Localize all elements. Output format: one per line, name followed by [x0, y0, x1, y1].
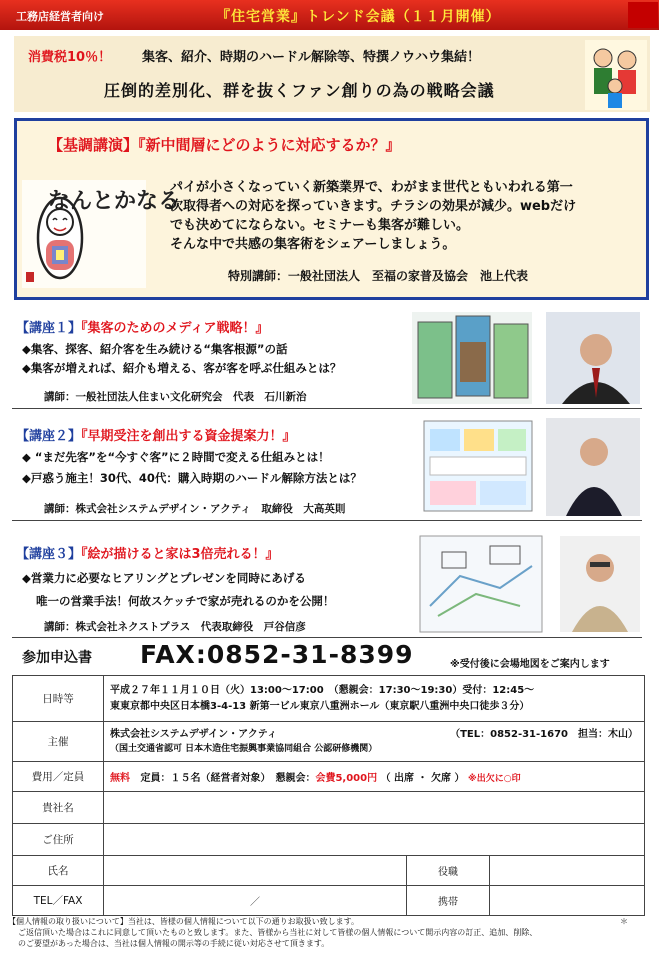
keynote-line: パイが小さくなっていく新築業界で、わがまま世代ともいわれる第一 — [170, 180, 573, 195]
privacy-footer: 【個人情報の取り扱いについて】当社は、皆様の個人情報について以下の通りお取扱い致します。 ＊ ご返信頂いた場合はこれに同意して頂いたものと致します。また、皆様から当社に対して皆様の個人情報について開示内容の訂正、追加、削除、 のご要望があった場合は、当社は個人情報の開示等の手続に従い対応させて頂きます。 — [8, 917, 628, 948]
keynote-line: でも決めてにならない。セミナーも集客が難しい。 — [170, 218, 470, 233]
host-label: 主催 — [13, 722, 104, 762]
lecture-3-lecturer: 講師：株式会社ネクストプラス 代表取締役 戸谷信彦 — [44, 621, 306, 633]
header-corner — [628, 2, 658, 28]
name-label: 氏名 — [13, 856, 104, 886]
mobile-field[interactable] — [490, 886, 645, 916]
calligraphy-text: なんとかなる — [47, 188, 181, 214]
host-cell: 株式会社システムデザイン・アクティ （TEL：0852-31-1670 担当：木山） （国土交通省認可 日本木造住宅振興事業協同組合 公認研修機関） — [104, 722, 645, 762]
company-label: 貴社名 — [13, 792, 104, 824]
fee-cell: 無料 定員：１５名（経営者対象） 懇親会：会費5,000円 （ 出席 ・ 欠席 ） ※出欠に○印 — [104, 762, 645, 792]
position-label: 役職 — [407, 856, 490, 886]
date-label: 日時等 — [13, 676, 104, 722]
keynote-title: 【基調講演】『新中間層にどのように対応するか？』 — [48, 136, 401, 154]
speaker-1-photo — [546, 312, 640, 404]
magazine-covers-image — [412, 312, 532, 404]
company-field[interactable] — [104, 792, 645, 824]
keynote-body — [170, 178, 630, 254]
lecture-2-bullet: ◆戸惑う施主！30代、40代：購入時期のハードル解除方法とは？ — [22, 471, 362, 485]
date-cell: 平成２７年１１月１０日（火）13:00～17:00 （懇親会：17:30～19:30）受付：12:45～ 東東京都中央区日本橋3-4-13 新第一ビル東京八重洲ホール（東京駅八重洲中央口徒歩３分） — [104, 676, 645, 722]
keynote-line: 次取得者への対応を探っていきます。チラシの効果が減少。webだけ — [170, 199, 577, 214]
tel-fax-label: TEL／FAX — [13, 886, 104, 916]
lecture-2-bullet: ◆ “まだ先客”を“今すぐ客”に２時間で変える仕組みとは！ — [22, 450, 330, 464]
mobile-label: 携帯 — [407, 886, 490, 916]
family-illustration — [585, 40, 647, 110]
fee-label: 費用／定員 — [13, 762, 104, 792]
lecture-1-bullet: ◆集客が増えれば、紹介も増える、客が客を呼ぶ仕組みとは？ — [22, 361, 342, 375]
lecture-1-lecturer: 講師：一般社団法人住まい文化研究会 代表 石川新治 — [44, 391, 307, 403]
lecture-3-bullet: ◆営業力に必要なヒアリングとプレゼンを同時にあげる — [22, 571, 306, 585]
divider — [12, 520, 642, 521]
address-label: ご住所 — [13, 824, 104, 856]
seminar-slide-image — [424, 421, 532, 511]
lecture-2-lecturer: 講師：株式会社システムデザイン・アクティ 取締役 大高英則 — [44, 503, 346, 515]
fax-note: ※受付後に会場地図をご案内します — [450, 659, 610, 670]
application-heading: 参加申込書 — [22, 650, 92, 666]
keynote-lecturer: 特別講師：一般社団法人 至福の家普及協会 池上代表 — [228, 269, 529, 283]
page-title: 『住宅営業』トレンド会議（１１月開催） — [216, 9, 501, 25]
position-field[interactable] — [490, 856, 645, 886]
tax-text: 消費税10％！ — [28, 50, 112, 65]
lecture-2-title: 【講座２】『早期受注を創出する資金提案力！』 — [16, 429, 296, 444]
lecture-1-title: 【講座１】『集客のためのメディア戦略！』 — [16, 321, 269, 336]
speaker-3-photo — [560, 536, 640, 632]
jizo-calligraphy-image — [22, 180, 181, 288]
lecture-3-title: 【講座３】『絵が描けると家は3倍売れる！』 — [16, 547, 279, 562]
audience-label: 工務店経営者向け — [16, 10, 104, 23]
divider — [12, 408, 642, 409]
header-bar — [0, 0, 659, 30]
keynote-line: そんな中で共感の集客術をシェアーしましょう。 — [170, 237, 456, 252]
address-field[interactable] — [104, 824, 645, 856]
divider — [12, 637, 642, 638]
application-form — [12, 675, 645, 916]
hurdle-text: 集客、紹介、時期のハードル解除等、特撰ノウハウ集結！ — [142, 50, 481, 65]
speaker-2-photo — [546, 418, 640, 516]
tel-fax-field[interactable]: ／ — [104, 886, 407, 916]
fax-number: FAX:0852-31-8399 — [140, 640, 414, 669]
house-sketch-image — [420, 536, 542, 632]
lecture-3-bullet: 唯一の営業手法！何故スケッチで家が売れるのかを公開！ — [36, 594, 335, 608]
lecture-1-bullet: ◆集客、探客、紹介客を生み続ける“集客根源”の話 — [22, 342, 288, 356]
name-field[interactable] — [104, 856, 407, 886]
main-message: 圧倒的差別化、群を抜くファン創りの為の戦略会議 — [104, 81, 495, 100]
